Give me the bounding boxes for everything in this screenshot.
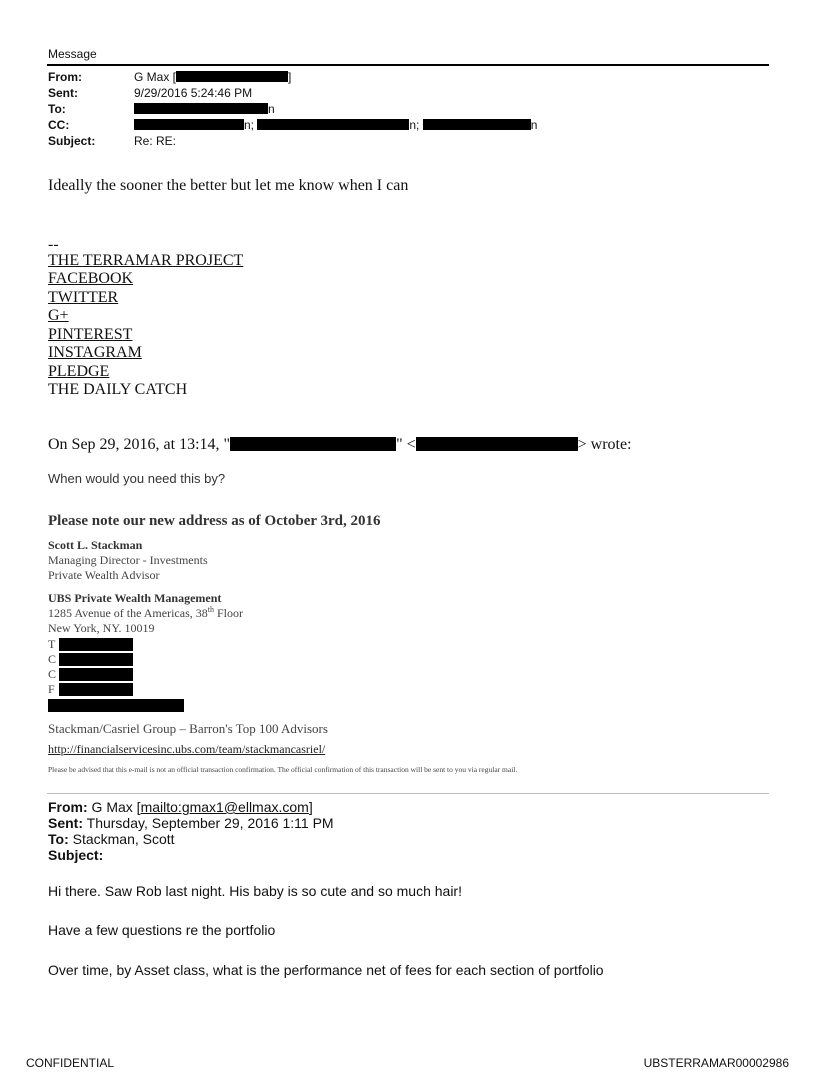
redaction-bar — [134, 119, 244, 130]
address-line-1: 1285 Avenue of the Americas, 38th Floor — [48, 605, 243, 620]
firm-name: UBS Private Wealth Management — [48, 591, 222, 605]
quote-intro: On Sep 29, 2016, at 13:14, " " < > wrote: — [48, 436, 632, 453]
header-rule — [47, 64, 769, 66]
fwd-sent-line: Sent: Thursday, September 29, 2016 1:11 PM — [48, 815, 334, 831]
mailto-link[interactable]: mailto:gmax1@ellmax.com — [140, 799, 309, 815]
fwd-paragraph-2: Have a few questions re the portfolio — [48, 922, 276, 938]
fwd-paragraph-3: Over time, by Asset class, what is the performance net of fees for each section of portfolio — [48, 962, 604, 978]
group-line: Stackman/Casriel Group – Barron's Top 100 Advisors — [48, 721, 328, 736]
fwd-paragraph-1: Hi there. Saw Rob last night. His baby is so cute and so much hair! — [48, 883, 462, 899]
redaction-bar — [59, 668, 133, 681]
to-value: n — [134, 102, 275, 116]
fwd-to-line: To: Stackman, Scott — [48, 831, 175, 847]
redaction-bar — [48, 699, 184, 712]
phone-label-c1: C — [48, 652, 57, 666]
from-value: G Max [ ] — [134, 70, 292, 84]
sent-label: Sent: — [48, 86, 78, 100]
to-label: To: — [48, 102, 66, 116]
link-google-plus[interactable]: G+ — [48, 307, 69, 324]
advisor-title-2: Private Wealth Advisor — [48, 568, 160, 582]
redaction-bar — [59, 683, 133, 696]
cc-value: n; n; n — [134, 118, 537, 132]
phone-label-c2: C — [48, 667, 57, 681]
from-label: From: — [48, 70, 82, 84]
redaction-bar — [176, 71, 288, 82]
address-notice: Please note our new address as of October 3rd, 2016 — [48, 513, 381, 529]
redaction-bar — [423, 119, 531, 130]
cc-label: CC: — [48, 118, 70, 132]
redaction-bar — [134, 103, 268, 114]
redaction-bar — [416, 437, 578, 451]
disclaimer: Please be advised that this e-mail is not an official transaction confirmation. The official confirmation of this transaction will be sent to you via regular mail. — [48, 765, 518, 774]
phone-label-t: T — [48, 637, 56, 651]
redaction-bar — [59, 638, 133, 651]
footer-bates-number: UBSTERRAMAR00002986 — [643, 1056, 789, 1070]
address-line-2: New York, NY. 10019 — [48, 621, 155, 635]
redaction-bar — [257, 119, 409, 130]
separator-rule — [47, 793, 769, 794]
subject-label: Subject: — [48, 134, 96, 148]
subject-value: Re: RE: — [134, 134, 177, 148]
link-pinterest[interactable]: PINTEREST — [48, 326, 133, 343]
advisor-name: Scott L. Stackman — [48, 538, 143, 552]
link-twitter[interactable]: TWITTER — [48, 289, 119, 306]
link-terramar-project[interactable]: THE TERRAMAR PROJECT — [48, 252, 244, 269]
footer-confidential: CONFIDENTIAL — [26, 1056, 115, 1070]
sent-value: 9/29/2016 5:24:46 PM — [134, 86, 253, 100]
advisor-title-1: Managing Director - Investments — [48, 553, 208, 567]
fwd-subject-line: Subject: — [48, 847, 104, 863]
message-header-title: Message — [48, 47, 97, 61]
link-instagram[interactable]: INSTAGRAM — [48, 344, 142, 361]
quoted-question: When would you need this by? — [48, 471, 226, 486]
signature-dashes: -- — [48, 236, 59, 253]
redaction-bar — [59, 653, 133, 666]
redaction-bar — [230, 437, 396, 451]
signature-daily-catch: THE DAILY CATCH — [48, 381, 188, 398]
link-facebook[interactable]: FACEBOOK — [48, 270, 134, 287]
fwd-from-line: From: G Max [mailto:gmax1@ellmax.com] — [48, 799, 313, 815]
link-pledge[interactable]: PLEDGE — [48, 363, 110, 380]
phone-label-f: F — [48, 682, 55, 696]
team-url-link[interactable]: http://financialservicesinc.ubs.com/team/stackmancasriel/ — [48, 742, 326, 756]
reply-text: Ideally the sooner the better but let me know when I can — [48, 177, 409, 194]
